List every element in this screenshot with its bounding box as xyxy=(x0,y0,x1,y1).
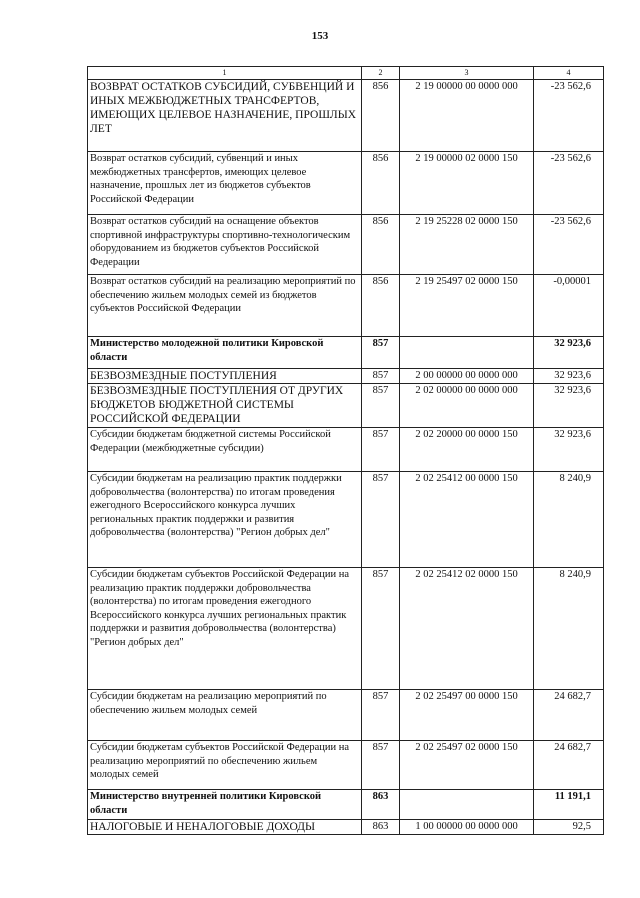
row-budget-code: 2 02 20000 00 0000 150 xyxy=(400,428,534,472)
header-col-3: 3 xyxy=(400,67,534,80)
row-admin-code: 857 xyxy=(362,428,400,472)
row-amount: -23 562,6 xyxy=(534,152,604,215)
row-admin-code: 856 xyxy=(362,215,400,275)
table-row xyxy=(88,690,604,741)
table-row xyxy=(88,384,604,428)
row-admin-code: 857 xyxy=(362,690,400,741)
row-admin-code: 857 xyxy=(362,337,400,369)
row-budget-code: 2 19 25497 02 0000 150 xyxy=(400,275,534,337)
page-number: 153 xyxy=(311,30,329,42)
table-row xyxy=(88,568,604,690)
table-row xyxy=(88,790,604,820)
row-admin-code: 856 xyxy=(362,152,400,215)
row-amount: 8 240,9 xyxy=(534,472,604,568)
row-admin-code: 857 xyxy=(362,741,400,790)
row-amount: -23 562,6 xyxy=(534,215,604,275)
row-amount: 32 923,6 xyxy=(534,337,604,369)
row-admin-code: 856 xyxy=(362,80,400,152)
row-admin-code: 857 xyxy=(362,369,400,384)
row-budget-code: 2 19 00000 00 0000 000 xyxy=(400,80,534,152)
table-row xyxy=(88,215,604,275)
row-budget-code: 2 00 00000 00 0000 000 xyxy=(400,369,534,384)
row-budget-code: 2 02 25412 00 0000 150 xyxy=(400,472,534,568)
row-amount: 24 682,7 xyxy=(534,741,604,790)
table-row xyxy=(88,472,604,568)
row-amount: 24 682,7 xyxy=(534,690,604,741)
row-name: Субсидии бюджетам субъектов Российской Федерации на реализацию мероприятий по обеспечению жильем молодых семей xyxy=(88,741,362,790)
row-name: Субсидии бюджетам субъектов Российской Федерации на реализацию практик поддержки добровольчества (волонтерства) по итогам проведения ежегодного Всероссийского конкурса лучших региональных практик поддержки и развития добровольчества (волонтерства) "Регион добрых дел" xyxy=(88,568,362,690)
row-budget-code: 2 19 00000 02 0000 150 xyxy=(400,152,534,215)
row-name: Субсидии бюджетам бюджетной системы Российской Федерации (межбюджетные субсидии) xyxy=(88,428,362,472)
row-name: Субсидии бюджетам на реализацию практик поддержки добровольчества (волонтерства) по итогам проведения ежегодного Всероссийского конкурса лучших региональных практик поддержки и развития добровольчества (волонтерства) "Регион добрых дел" xyxy=(88,472,362,568)
row-amount: 32 923,6 xyxy=(534,369,604,384)
header-col-4: 4 xyxy=(534,67,604,80)
table-row xyxy=(88,428,604,472)
row-admin-code: 856 xyxy=(362,275,400,337)
row-name: Субсидии бюджетам на реализацию мероприятий по обеспечению жильем молодых семей xyxy=(88,690,362,741)
row-budget-code xyxy=(400,790,534,820)
row-budget-code: 2 02 25412 02 0000 150 xyxy=(400,568,534,690)
row-admin-code: 857 xyxy=(362,384,400,428)
table-row xyxy=(88,80,604,152)
row-budget-code: 1 00 00000 00 0000 000 xyxy=(400,820,534,835)
row-name: БЕЗВОЗМЕЗДНЫЕ ПОСТУПЛЕНИЯ ОТ ДРУГИХ БЮДЖЕТОВ БЮДЖЕТНОЙ СИСТЕМЫ РОССИЙСКОЙ ФЕДЕРАЦИИ xyxy=(88,384,362,428)
row-budget-code: 2 02 25497 00 0000 150 xyxy=(400,690,534,741)
table-row xyxy=(88,369,604,384)
row-name: ВОЗВРАТ ОСТАТКОВ СУБСИДИЙ, СУБВЕНЦИЙ И ИНЫХ МЕЖБЮДЖЕТНЫХ ТРАНСФЕРТОВ, ИМЕЮЩИХ ЦЕЛЕВОЕ НАЗНАЧЕНИЕ, ПРОШЛЫХ ЛЕТ xyxy=(88,80,362,152)
row-budget-code: 2 02 25497 02 0000 150 xyxy=(400,741,534,790)
row-budget-code xyxy=(400,337,534,369)
row-name: Возврат остатков субсидий на оснащение объектов спортивной инфраструктуры спортивно-технологическим оборудованием из бюджетов субъектов Российской Федерации xyxy=(88,215,362,275)
table-row xyxy=(88,820,604,835)
table-header-row xyxy=(88,67,604,80)
revenue-table xyxy=(87,66,604,835)
row-budget-code: 2 02 00000 00 0000 000 xyxy=(400,384,534,428)
table-row xyxy=(88,275,604,337)
header-col-2: 2 xyxy=(362,67,400,80)
row-amount: 32 923,6 xyxy=(534,428,604,472)
header-col-1: 1 xyxy=(88,67,362,80)
row-amount: 32 923,6 xyxy=(534,384,604,428)
row-name: Возврат остатков субсидий, субвенций и иных межбюджетных трансфертов, имеющих целевое назначение, прошлых лет из бюджетов субъектов Российской Федерации xyxy=(88,152,362,215)
row-admin-code: 863 xyxy=(362,790,400,820)
table-row xyxy=(88,152,604,215)
row-amount: 92,5 xyxy=(534,820,604,835)
row-admin-code: 857 xyxy=(362,568,400,690)
row-admin-code: 863 xyxy=(362,820,400,835)
row-budget-code: 2 19 25228 02 0000 150 xyxy=(400,215,534,275)
row-name: Министерство внутренней политики Кировской области xyxy=(88,790,362,820)
row-amount: 11 191,1 xyxy=(534,790,604,820)
row-name: Возврат остатков субсидий на реализацию мероприятий по обеспечению жильем молодых семей из бюджетов субъектов Российской Федерации xyxy=(88,275,362,337)
row-amount: -23 562,6 xyxy=(534,80,604,152)
row-admin-code: 857 xyxy=(362,472,400,568)
row-amount: -0,00001 xyxy=(534,275,604,337)
row-name: НАЛОГОВЫЕ И НЕНАЛОГОВЫЕ ДОХОДЫ xyxy=(88,820,362,835)
table-row xyxy=(88,741,604,790)
row-name: Министерство молодежной политики Кировской области xyxy=(88,337,362,369)
table-row xyxy=(88,337,604,369)
row-name: БЕЗВОЗМЕЗДНЫЕ ПОСТУПЛЕНИЯ xyxy=(88,369,362,384)
row-amount: 8 240,9 xyxy=(534,568,604,690)
